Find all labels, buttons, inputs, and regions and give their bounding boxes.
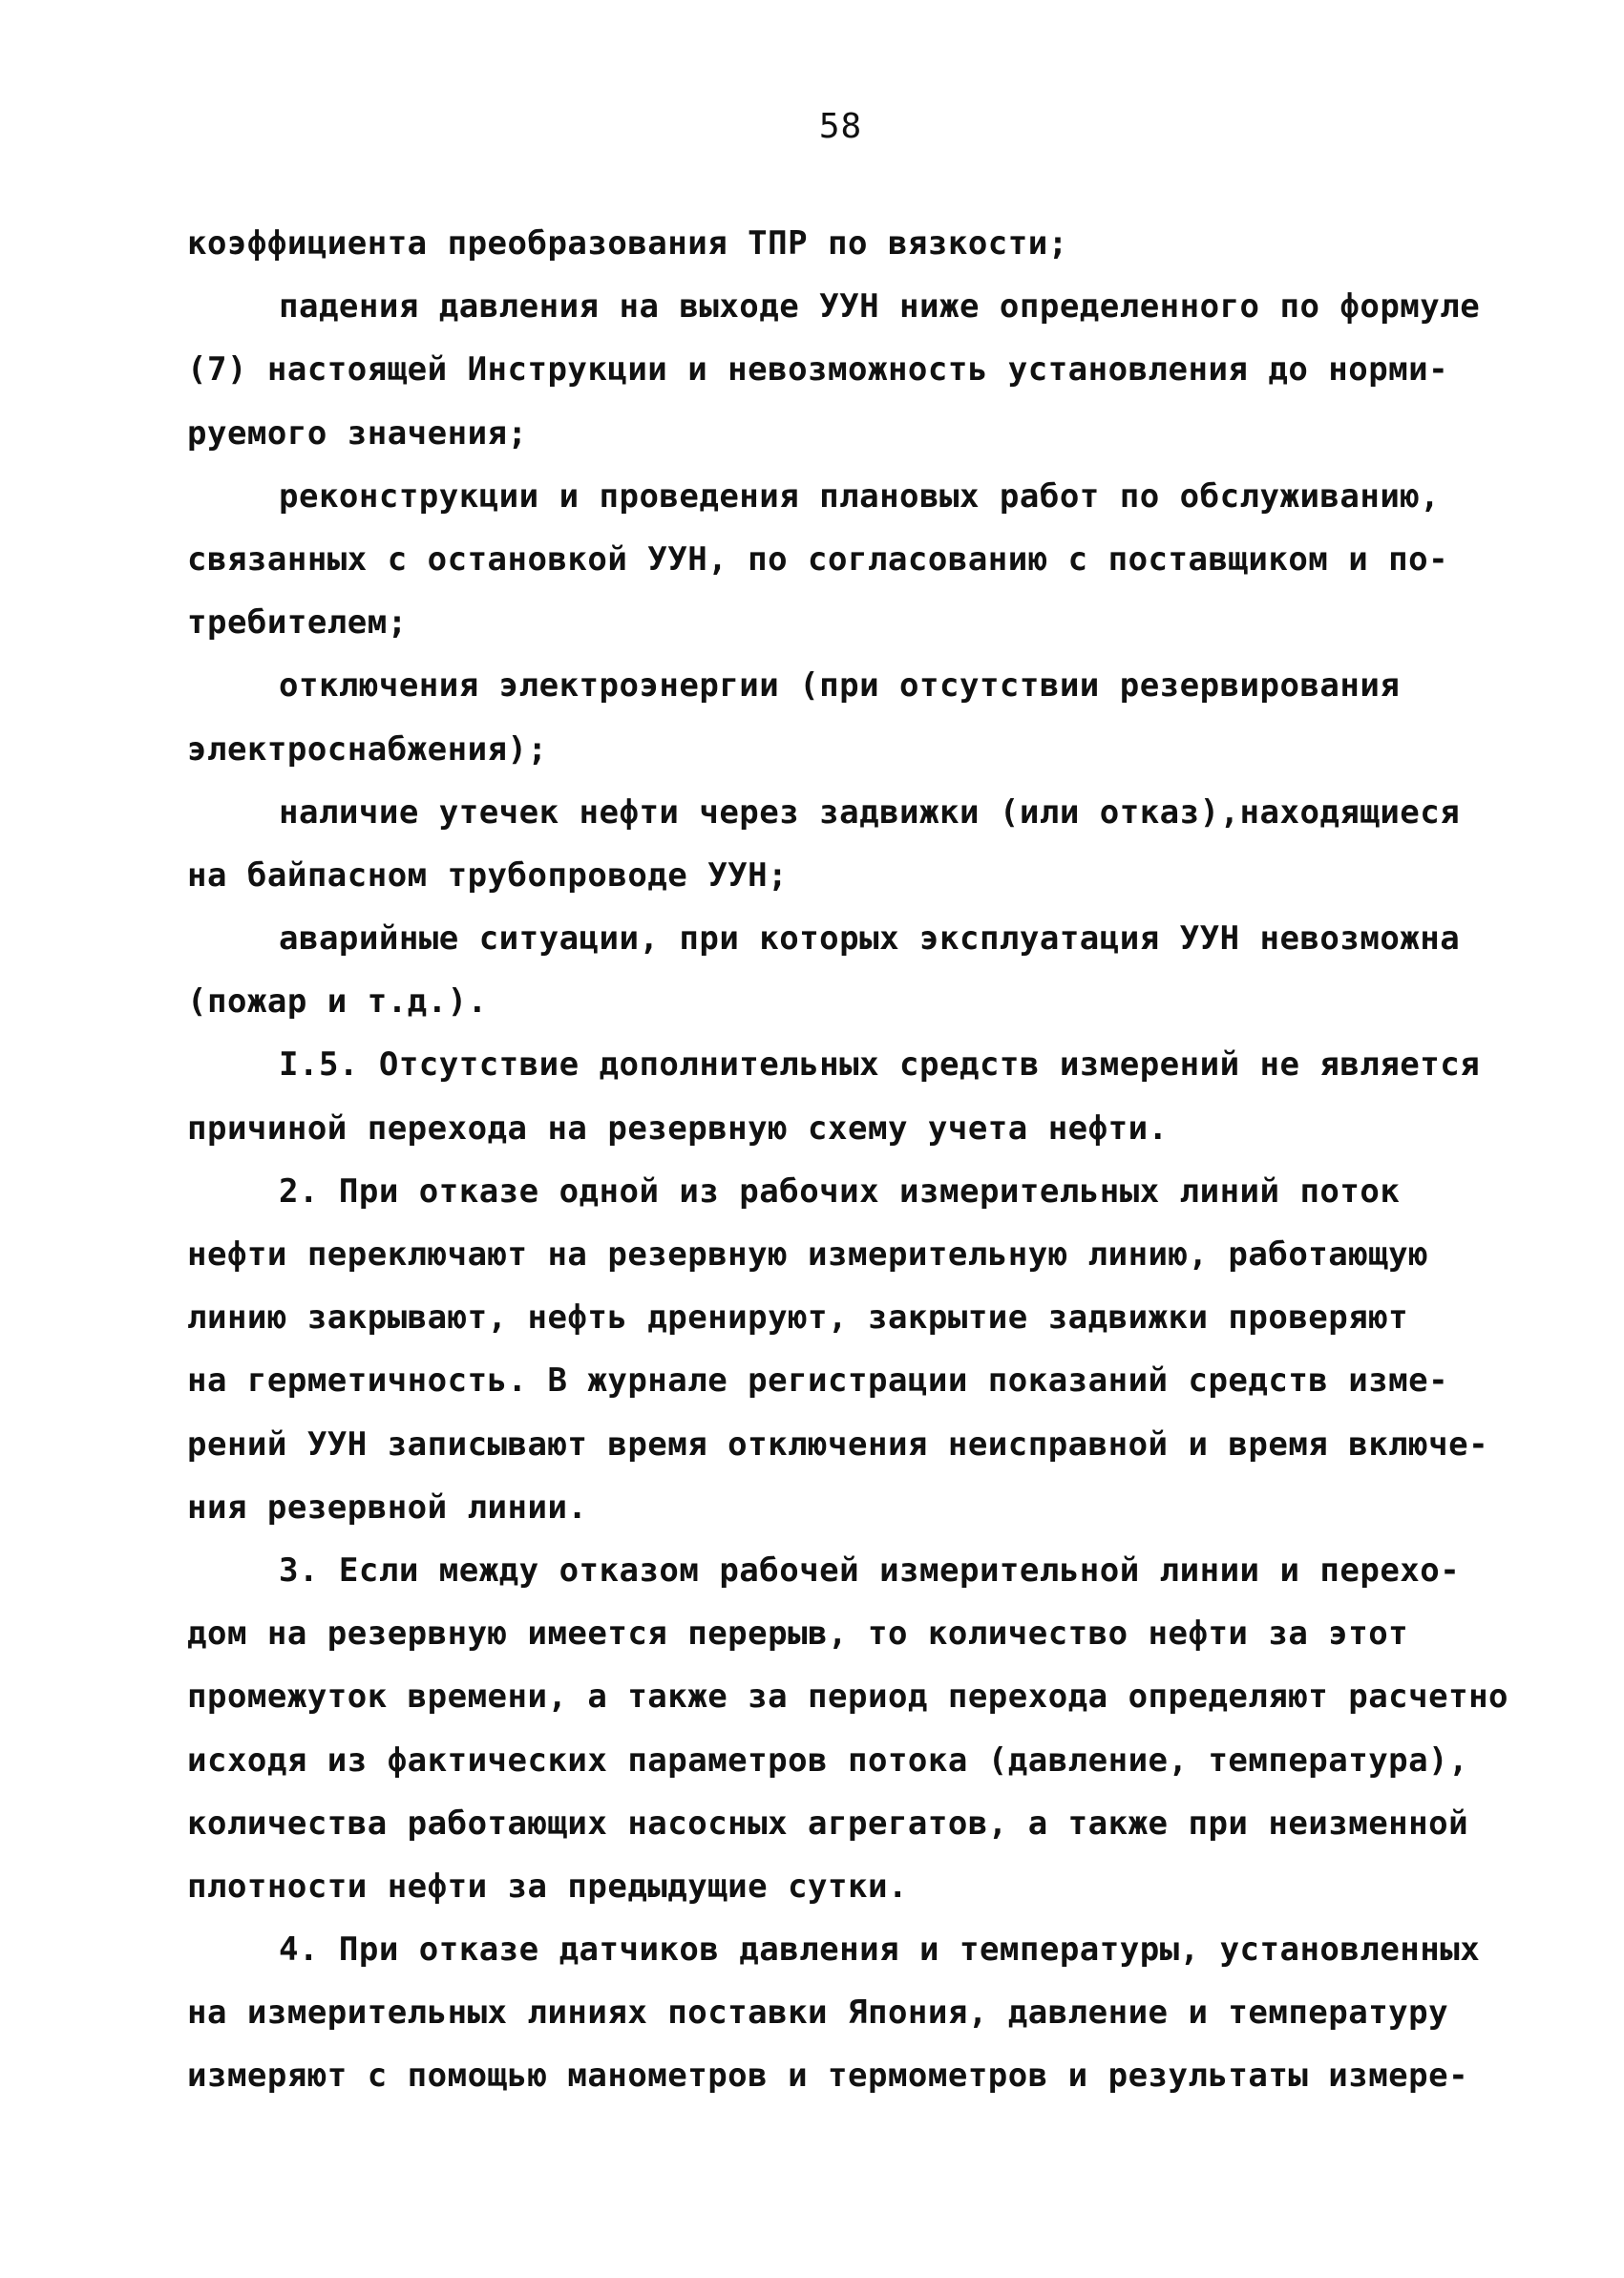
- text-line: на измерительных линиях поставки Япония, давление и температуру: [187, 1993, 1449, 2033]
- text-line: 4. При отказе датчиков давления и температуры, установленных: [279, 1930, 1481, 1970]
- text-line: реконструкции и проведения плановых работ по обслуживанию,: [279, 476, 1441, 516]
- text-line: на байпасном трубопроводе УУН;: [187, 855, 789, 895]
- text-line: промежуток времени, а также за период перехода определяют расчетно: [187, 1677, 1509, 1717]
- text-line: руемого значения;: [187, 413, 528, 453]
- text-line: дом на резервную имеется перерыв, то количество нефти за этот: [187, 1614, 1409, 1654]
- text-line: ния резервной линии.: [187, 1487, 588, 1527]
- text-line: (7) настоящей Инструкции и невозможность установления до норми-: [187, 350, 1449, 390]
- body-text: [187, 212, 1509, 2108]
- text-line: 2. При отказе одной из рабочих измерительных линий поток: [279, 1171, 1401, 1211]
- text-line: отключения электроэнергии (при отсутствии резервирования: [279, 666, 1401, 706]
- text-line: аварийные ситуации, при которых эксплуатация УУН невозможна: [279, 919, 1461, 959]
- text-line: причиной перехода на резервную схему учета нефти.: [187, 1108, 1169, 1148]
- page-number: 58: [818, 107, 863, 146]
- text-line: рений УУН записывают время отключения неисправной и время включе-: [187, 1424, 1489, 1464]
- text-line: электроснабжения);: [187, 729, 548, 769]
- text-line: количества работающих насосных агрегатов, а также при неизменной: [187, 1803, 1469, 1843]
- text-line: связанных с остановкой УУН, по согласованию с поставщиком и по-: [187, 539, 1449, 579]
- text-line: на герметичность. В журнале регистрации показаний средств изме-: [187, 1361, 1449, 1401]
- text-line: измеряют с помощью манометров и термометров и результаты измере-: [187, 2057, 1469, 2096]
- text-line: 3. Если между отказом рабочей измерительной линии и перехо-: [279, 1550, 1461, 1590]
- text-line: наличие утечек нефти через задвижки (или отказ),находящиеся: [279, 792, 1461, 832]
- text-line: плотности нефти за предыдущие сутки.: [187, 1867, 908, 1906]
- text-line: требителем;: [187, 603, 408, 643]
- text-line: линию закрывают, нефть дренируют, закрытие задвижки проверяют: [187, 1298, 1409, 1338]
- text-line: падения давления на выходе УУН ниже определенного по формуле: [279, 287, 1481, 327]
- text-line: нефти переключают на резервную измерительную линию, работающую: [187, 1235, 1429, 1274]
- text-line: исходя из фактических параметров потока (давление, температура),: [187, 1740, 1469, 1780]
- text-line: коэффициента преобразования ТПР по вязкости;: [187, 224, 1068, 263]
- text-line: I.5. Отсутствие дополнительных средств измерений не является: [279, 1045, 1481, 1085]
- text-line: (пожар и т.д.).: [187, 982, 488, 1022]
